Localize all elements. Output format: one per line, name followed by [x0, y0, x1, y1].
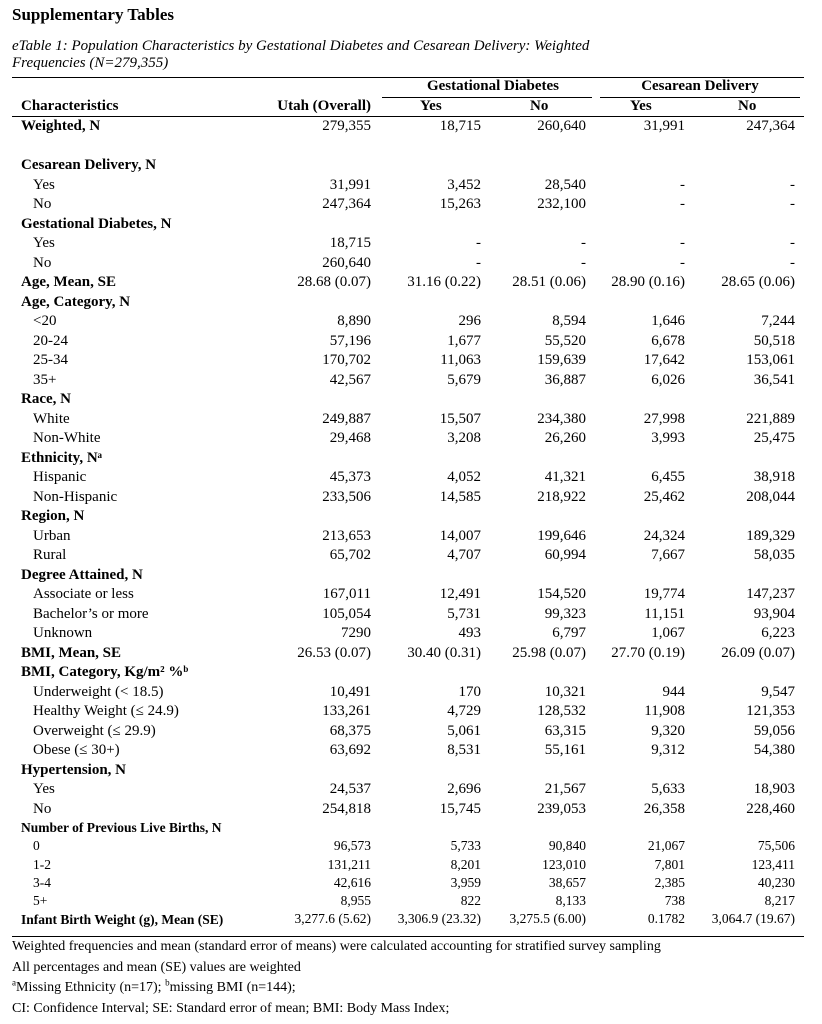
section-row — [0, 819, 822, 837]
cell-utah-overall: 133,261 — [322, 703, 371, 719]
group-rule-gestational-diabetes — [382, 97, 592, 98]
row-label: Obese (≤ 30+) — [33, 742, 120, 758]
table-row — [0, 780, 822, 800]
cell-cd-no: 28.65 (0.06) — [721, 274, 795, 290]
cell-gd-yes: 3,306.9 (23.32) — [397, 911, 481, 927]
section-row — [0, 507, 822, 527]
cell-cd-no: 58,035 — [753, 547, 795, 563]
col-header-gd-no: No — [530, 98, 549, 114]
cell-gd-no: 6,797 — [552, 625, 586, 641]
section-row — [0, 761, 822, 781]
cell-gd-yes: 18,715 — [439, 118, 481, 134]
cell-gd-no: 60,994 — [544, 547, 586, 563]
cell-gd-yes: 3,452 — [447, 176, 481, 193]
cell-cd-yes: 7,801 — [654, 856, 685, 872]
table-row — [0, 683, 822, 703]
row-label: 5+ — [33, 893, 48, 909]
cell-gd-yes: 14,585 — [439, 488, 481, 505]
cell-utah-overall: 3,277.6 (5.62) — [294, 911, 371, 927]
cell-gd-yes: 15,263 — [439, 196, 481, 212]
table-row — [0, 488, 822, 508]
cell-gd-yes: 8,201 — [450, 856, 481, 872]
cell-gd-no: 99,323 — [544, 605, 586, 622]
cell-cd-yes: 6,026 — [651, 371, 685, 388]
row-label: Overweight (≤ 29.9) — [33, 722, 156, 739]
row-label: Associate or less — [33, 586, 134, 602]
cell-gd-no: - — [581, 235, 586, 251]
cell-gd-no: 63,315 — [544, 722, 586, 739]
section-row — [0, 663, 822, 683]
cell-cd-yes: 26,358 — [643, 800, 685, 817]
table-row — [0, 546, 822, 566]
col-header-utah-overall: Utah (Overall) — [277, 98, 371, 114]
table-row — [0, 312, 822, 332]
section-row — [0, 215, 822, 235]
table-row — [0, 722, 822, 742]
cell-cd-yes: 3,993 — [651, 430, 685, 446]
cell-gd-no: 154,520 — [537, 586, 586, 602]
cell-cd-no: 36,541 — [753, 371, 795, 388]
cell-gd-yes: 4,729 — [447, 703, 481, 719]
cell-cd-yes: - — [680, 176, 685, 193]
row-label: Age, Category, N — [21, 293, 131, 310]
cell-gd-yes: 3,208 — [447, 430, 481, 446]
cell-cd-yes: 27.70 (0.19) — [611, 644, 685, 661]
cell-cd-no: 147,237 — [746, 586, 795, 602]
note-missing-bmi: missing BMI (n=144); — [169, 980, 296, 995]
table-row — [0, 837, 822, 855]
cell-cd-no: 247,364 — [746, 118, 795, 134]
row-label: White — [33, 410, 70, 427]
cell-cd-no: - — [790, 254, 795, 271]
cell-utah-overall: 8,890 — [337, 313, 371, 329]
row-label: Non-Hispanic — [33, 488, 118, 505]
row-label: Infant Birth Weight (g), Mean (SE) — [21, 912, 224, 928]
row-label: Yes — [33, 176, 55, 193]
cell-gd-yes: 3,959 — [450, 874, 481, 890]
cell-cd-no: 38,918 — [753, 469, 795, 485]
row-label: Bachelor’s or more — [33, 605, 149, 622]
table-row — [0, 741, 822, 761]
row-label: Ethnicity, Nᵃ — [21, 449, 103, 466]
spacer-row — [0, 137, 822, 157]
row-label: Rural — [33, 547, 67, 563]
cell-cd-no: - — [790, 235, 795, 251]
table-row — [0, 468, 822, 488]
table-body — [0, 117, 822, 942]
cell-cd-no: 26.09 (0.07) — [721, 644, 795, 661]
cell-gd-yes: - — [476, 254, 481, 271]
cell-cd-no: 93,904 — [753, 605, 795, 622]
row-label: Weighted, N — [21, 118, 101, 134]
cell-utah-overall: 249,887 — [322, 410, 371, 427]
cell-gd-no: 21,567 — [544, 781, 586, 797]
cell-utah-overall: 28.68 (0.07) — [297, 274, 371, 290]
cell-gd-no: 10,321 — [544, 683, 586, 700]
cell-gd-yes: 15,507 — [439, 410, 481, 427]
row-label: Race, N — [21, 391, 71, 407]
cell-utah-overall: 7290 — [341, 625, 371, 641]
col-header-gd-yes: Yes — [420, 98, 442, 114]
cell-gd-yes: 8,531 — [447, 742, 481, 758]
cell-utah-overall: 105,054 — [322, 605, 371, 622]
row-label: Cesarean Delivery, N — [21, 157, 157, 173]
table-row — [0, 371, 822, 391]
note-percentages: All percentages and mean (SE) values are weighted — [12, 959, 301, 975]
cell-gd-yes: 296 — [458, 313, 481, 329]
cell-cd-yes: 7,667 — [651, 547, 685, 563]
cell-cd-no: 8,217 — [764, 893, 795, 909]
section-row — [0, 156, 822, 176]
cell-cd-no: 121,353 — [746, 703, 795, 719]
cell-cd-yes: 17,642 — [643, 352, 685, 368]
note-weighting: Weighted frequencies and mean (standard error of means) were calculated accounting for stratified survey sampling — [12, 939, 661, 954]
row-label: Non-White — [33, 430, 101, 446]
row-label: Yes — [33, 781, 55, 797]
row-label: 25-34 — [33, 352, 68, 368]
cell-utah-overall: 213,653 — [322, 527, 371, 544]
cell-gd-yes: 2,696 — [447, 781, 481, 797]
cell-cd-yes: 21,067 — [647, 838, 685, 854]
table-row — [0, 874, 822, 892]
cell-cd-yes: 11,151 — [644, 605, 685, 622]
cell-gd-yes: 11,063 — [440, 352, 481, 368]
table-row — [0, 234, 822, 254]
table-row — [0, 254, 822, 274]
cell-gd-no: 55,161 — [544, 742, 586, 758]
cell-gd-no: 28,540 — [544, 176, 586, 193]
cell-utah-overall: 233,506 — [322, 488, 371, 505]
table-row — [0, 856, 822, 874]
cell-utah-overall: 31,991 — [329, 176, 371, 193]
cell-gd-no: 8,133 — [555, 893, 586, 909]
table-row — [0, 351, 822, 371]
table-row — [0, 195, 822, 215]
cell-utah-overall: 68,375 — [329, 722, 371, 739]
cell-gd-yes: 493 — [458, 625, 481, 641]
table-row — [0, 527, 822, 547]
table-row — [0, 410, 822, 430]
row-label: Urban — [33, 527, 71, 544]
cell-cd-yes: 2,385 — [654, 874, 685, 890]
cell-gd-no: 234,380 — [537, 410, 586, 427]
row-label: 35+ — [33, 371, 57, 388]
row-label: Underweight (< 18.5) — [33, 683, 164, 700]
cell-gd-yes: 31.16 (0.22) — [407, 274, 481, 290]
row-label: Hispanic — [33, 469, 87, 485]
caption-line-1: eTable 1: Population Characteristics by Gestational Diabetes and Cesarean Delivery: Weighted — [12, 38, 590, 54]
caption-line-2: Frequencies (N=279,355) — [12, 55, 169, 71]
cell-cd-no: 50,518 — [753, 332, 795, 349]
cell-gd-no: 25.98 (0.07) — [512, 644, 586, 661]
note-missing — [12, 978, 661, 999]
cell-cd-yes: 9,320 — [651, 722, 685, 739]
cell-cd-no: 3,064.7 (19.67) — [711, 911, 795, 927]
cell-cd-no: 228,460 — [746, 800, 795, 817]
table-caption — [12, 38, 712, 72]
cell-cd-yes: 31,991 — [643, 118, 685, 134]
cell-gd-yes: 12,491 — [439, 586, 481, 602]
cell-gd-yes: 5,731 — [447, 605, 481, 622]
cell-utah-overall: 42,616 — [333, 874, 371, 890]
cell-utah-overall: 42,567 — [329, 371, 371, 388]
cell-cd-yes: 28.90 (0.16) — [611, 274, 685, 290]
table-row — [0, 585, 822, 605]
cell-gd-no: 199,646 — [537, 527, 586, 544]
cell-cd-yes: 944 — [662, 683, 685, 700]
col-header-characteristics: Characteristics — [21, 98, 119, 114]
cell-gd-no: 123,010 — [542, 856, 586, 872]
cell-gd-no: 232,100 — [537, 196, 586, 212]
cell-utah-overall: 65,702 — [329, 547, 371, 563]
cell-utah-overall: 24,537 — [329, 781, 371, 797]
cell-gd-yes: 14,007 — [439, 527, 481, 544]
row-label: 3-4 — [33, 874, 51, 890]
cell-gd-no: 260,640 — [537, 118, 586, 134]
cell-gd-no: 8,594 — [552, 313, 586, 329]
cell-utah-overall: 26.53 (0.07) — [297, 644, 371, 661]
table-notes — [12, 937, 661, 1019]
col-header-cd-no: No — [738, 98, 757, 114]
row-label: Unknown — [33, 625, 93, 641]
table-row — [0, 800, 822, 820]
table-row — [0, 892, 822, 910]
cell-cd-yes: 1,067 — [651, 625, 685, 641]
cell-cd-no: 153,061 — [746, 352, 795, 368]
cell-cd-yes: 11,908 — [644, 703, 685, 719]
cell-gd-no: 28.51 (0.06) — [512, 274, 586, 290]
row-label: No — [33, 254, 52, 271]
cell-cd-no: 189,329 — [746, 527, 795, 544]
row-label: <20 — [33, 313, 57, 329]
cell-gd-no: 90,840 — [548, 838, 586, 854]
cell-gd-yes: 5,733 — [450, 838, 481, 854]
row-label: Region, N — [21, 508, 85, 524]
table-row — [0, 624, 822, 644]
cell-cd-no: 25,475 — [753, 430, 795, 446]
cell-cd-yes: - — [680, 254, 685, 271]
cell-cd-yes: 1,646 — [651, 313, 685, 329]
cell-gd-yes: 5,061 — [447, 722, 481, 739]
row-label: BMI, Mean, SE — [21, 644, 122, 661]
cell-cd-no: 75,506 — [757, 838, 795, 854]
cell-cd-yes: 27,998 — [643, 410, 685, 427]
cell-gd-no: - — [581, 254, 586, 271]
cell-gd-yes: 4,052 — [447, 469, 481, 485]
cell-gd-yes: 170 — [458, 683, 481, 700]
cell-cd-no: 123,411 — [751, 856, 795, 872]
cell-cd-yes: 19,774 — [643, 586, 685, 602]
section-row — [0, 117, 822, 137]
cell-cd-no: 221,889 — [746, 410, 795, 427]
cell-utah-overall: 10,491 — [329, 683, 371, 700]
row-label: No — [33, 196, 52, 212]
cell-cd-yes: - — [680, 235, 685, 251]
table-row — [0, 429, 822, 449]
cell-cd-yes: 9,312 — [651, 742, 685, 758]
cell-gd-no: 38,657 — [548, 874, 586, 890]
group-header-gestational-diabetes: Gestational Diabetes — [426, 78, 560, 94]
cell-utah-overall: 247,364 — [322, 196, 371, 212]
cell-gd-yes: 1,677 — [447, 332, 481, 349]
cell-gd-no: 239,053 — [537, 800, 586, 817]
cell-cd-yes: 5,633 — [651, 781, 685, 797]
cell-utah-overall: 96,573 — [333, 838, 371, 854]
row-label: Hypertension, N — [21, 761, 126, 778]
cell-gd-yes: 30.40 (0.31) — [407, 644, 481, 661]
cell-gd-no: 128,532 — [537, 703, 586, 719]
cell-utah-overall: 63,692 — [329, 742, 371, 758]
cell-gd-no: 55,520 — [544, 332, 586, 349]
cell-gd-yes: 15,745 — [439, 800, 481, 817]
cell-gd-yes: - — [476, 235, 481, 251]
table-row — [0, 176, 822, 196]
cell-utah-overall: 131,211 — [327, 856, 371, 872]
section-row — [0, 644, 822, 664]
page-title: Supplementary Tables — [12, 5, 175, 24]
note-missing-ethnicity: Missing Ethnicity (n=17); — [16, 980, 166, 995]
section-row — [0, 566, 822, 586]
cell-utah-overall: 260,640 — [322, 254, 371, 271]
cell-gd-yes: 5,679 — [447, 371, 481, 388]
row-label: 20-24 — [33, 332, 68, 349]
footnote-mark-b: b — [165, 977, 170, 988]
note-abbreviations: CI: Confidence Interval; SE: Standard error of mean; BMI: Body Mass Index; — [12, 1000, 450, 1016]
table-row — [0, 605, 822, 625]
cell-cd-no: 9,547 — [761, 683, 795, 700]
cell-utah-overall: 170,702 — [322, 352, 371, 368]
cell-gd-yes: 822 — [460, 893, 481, 909]
section-row — [0, 273, 822, 293]
cell-utah-overall: 167,011 — [322, 586, 371, 602]
cell-cd-no: 54,380 — [753, 742, 795, 758]
cell-utah-overall: 254,818 — [322, 800, 371, 817]
row-label: Yes — [33, 235, 55, 251]
cell-utah-overall: 279,355 — [322, 118, 371, 134]
row-label: Age, Mean, SE — [21, 274, 116, 290]
cell-cd-no: 6,223 — [761, 625, 795, 641]
row-label: 1-2 — [33, 856, 51, 872]
cell-utah-overall: 18,715 — [329, 235, 371, 251]
cell-cd-yes: 0.1782 — [647, 911, 685, 927]
footnote-mark-a: a — [12, 977, 16, 988]
row-label: No — [33, 800, 52, 817]
cell-utah-overall: 45,373 — [329, 469, 371, 485]
cell-cd-yes: 6,455 — [651, 469, 685, 485]
col-header-cd-yes: Yes — [630, 98, 652, 114]
row-label: BMI, Category, Kg/m² %ᵇ — [21, 664, 189, 680]
cell-gd-no: 41,321 — [544, 469, 586, 485]
cell-cd-no: 18,903 — [753, 781, 795, 797]
table-row — [0, 332, 822, 352]
cell-cd-yes: 738 — [664, 893, 685, 909]
row-label: Healthy Weight (≤ 24.9) — [33, 703, 179, 719]
row-label: Degree Attained, N — [21, 566, 143, 583]
cell-cd-no: 40,230 — [757, 874, 795, 890]
cell-cd-yes: - — [680, 196, 685, 212]
section-row — [0, 390, 822, 410]
cell-cd-yes: 25,462 — [643, 488, 685, 505]
cell-cd-no: 208,044 — [746, 488, 795, 505]
cell-utah-overall: 29,468 — [329, 430, 371, 446]
cell-gd-no: 26,260 — [544, 430, 586, 446]
cell-cd-no: 7,244 — [761, 313, 795, 329]
section-row — [0, 293, 822, 313]
cell-gd-yes: 4,707 — [447, 547, 481, 563]
cell-gd-no: 218,922 — [537, 488, 586, 505]
group-header-cesarean-delivery: Cesarean Delivery — [641, 78, 759, 94]
cell-cd-yes: 24,324 — [643, 527, 685, 544]
cell-cd-yes: 6,678 — [651, 332, 685, 349]
cell-gd-no: 36,887 — [544, 371, 586, 388]
cell-gd-no: 3,275.5 (6.00) — [509, 911, 586, 927]
table-row — [0, 702, 822, 722]
cell-cd-no: - — [790, 176, 795, 193]
cell-utah-overall: 57,196 — [329, 332, 371, 349]
row-label: 0 — [33, 838, 40, 854]
cell-cd-no: 59,056 — [753, 722, 795, 739]
cell-cd-no: - — [790, 196, 795, 212]
row-label: Gestational Diabetes, N — [21, 215, 172, 232]
section-row — [0, 449, 822, 469]
cell-gd-no: 159,639 — [537, 352, 586, 368]
row-label: Number of Previous Live Births, N — [21, 820, 222, 835]
cell-utah-overall: 8,955 — [340, 893, 371, 909]
